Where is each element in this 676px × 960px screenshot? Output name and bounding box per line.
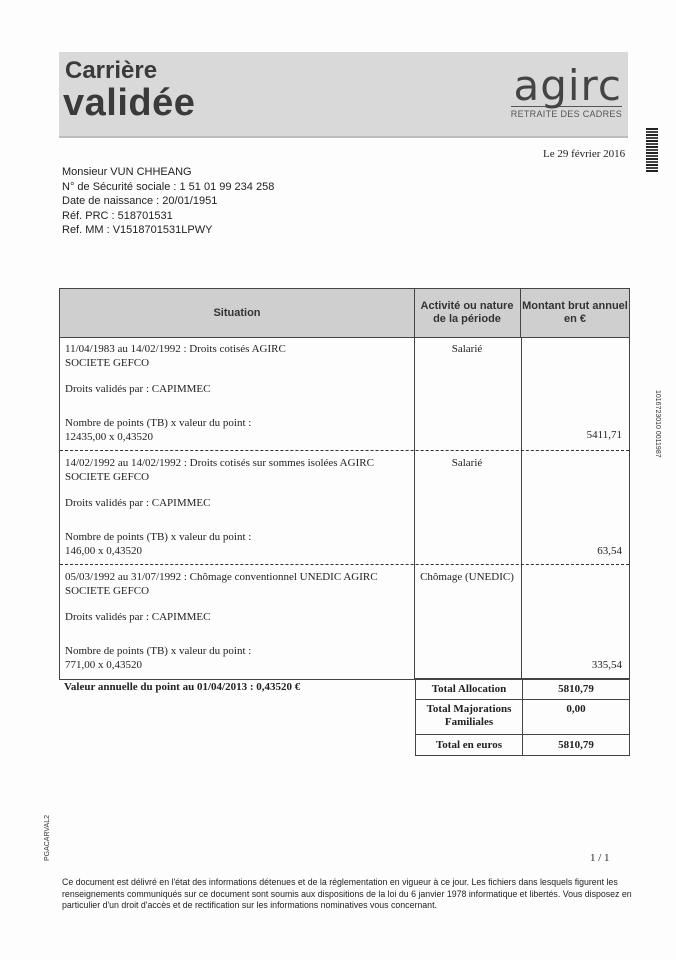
row-points-label: Nombre de points (TB) x valeur du point :: [65, 531, 252, 543]
row-points-value: 146,00 x 0,43520: [65, 545, 142, 557]
header-banner: [59, 52, 628, 138]
recipient-name: Monsieur VUN CHHEANG: [62, 166, 192, 178]
social-security-number: N° de Sécurité sociale : 1 51 01 99 234 258: [62, 180, 275, 193]
row-validated: Droits validés par : CAPIMMEC: [65, 383, 211, 395]
ref-prc: Réf. PRC : 518701531: [62, 209, 173, 222]
row-company: SOCIETE GEFCO: [65, 471, 150, 483]
total-euros-label: Total en euros: [416, 735, 523, 755]
row-points-label: Nombre de points (TB) x valeur du point :: [65, 417, 252, 429]
row-period: 14/02/1992 au 14/02/1992 : Droits cotisés sur sommes isolées AGIRC: [65, 457, 374, 469]
brand-name: agirc: [513, 61, 622, 110]
header-situation: Situation: [60, 289, 415, 337]
row-activity: Chômage (UNEDIC): [420, 571, 514, 583]
row-points-value: 771,00 x 0,43520: [65, 659, 142, 671]
title-line1: Carrière: [65, 57, 158, 84]
total-euros-value: 5810,79: [558, 739, 594, 751]
header-activity: Activité ou nature de la période: [414, 289, 521, 337]
birth-date: Date de naissance : 20/01/1951: [62, 195, 218, 208]
table-row: [60, 337, 629, 450]
table-row: [60, 565, 629, 678]
row-amount: 5411,71: [586, 429, 622, 441]
total-majorations-label: Total Majorations Familiales: [416, 698, 523, 734]
total-euros-row: [415, 734, 630, 756]
row-activity: Salarié: [451, 457, 483, 469]
table-header: [59, 288, 630, 338]
side-reference-code: 1016723010 0011987: [654, 390, 661, 458]
legal-footer: Ce document est délivré en l'état des informations détenues et de la réglementation en vigueur à ce jour. Les fichiers dans lesquels figurent les renseignements communiqués sur ce document sont soumis aux dispositions de la loi du 6 janvier 1978 informatique et libertés. Vous disposez en particulier d'un droit d'accès et de rectification sur les informations nominatives vous concernant.: [62, 877, 632, 910]
total-allocation-row: [415, 678, 630, 700]
title-line2: validée: [63, 82, 196, 124]
header-amount: Montant brut annuel en €: [522, 300, 628, 325]
brand-tagline: RETRAITE DES CADRES: [511, 106, 622, 119]
ref-mm: Ref. MM : V1518701531LPWY: [62, 224, 213, 237]
total-majorations-row: [415, 698, 630, 735]
total-majorations-value: 0,00: [566, 703, 586, 715]
row-points-label: Nombre de points (TB) x valeur du point :: [65, 645, 252, 657]
row-period: 05/03/1992 au 31/07/1992 : Chômage conventionnel UNEDIC AGIRC: [65, 571, 378, 583]
page-number: 1 / 1: [590, 852, 610, 864]
point-value-note: Valeur annuelle du point au 01/04/2013 : 0,43520 €: [64, 681, 301, 693]
row-validated: Droits validés par : CAPIMMEC: [65, 497, 211, 509]
recipient-block: [62, 165, 274, 238]
total-allocation-label: Total Allocation: [416, 679, 523, 699]
total-allocation-value: 5810,79: [558, 683, 594, 695]
row-points-value: 12435,00 x 0,43520: [65, 431, 153, 443]
brand-logo: [510, 61, 622, 119]
row-period: 11/04/1983 au 14/02/1992 : Droits cotisés AGIRC: [65, 343, 286, 355]
row-company: SOCIETE GEFCO: [65, 357, 150, 369]
row-activity: Salarié: [451, 343, 483, 355]
table-row: [60, 451, 629, 564]
row-amount: 335,54: [591, 659, 622, 671]
barcode-icon: [646, 128, 658, 172]
table-body: [59, 337, 630, 680]
row-validated: Droits validés par : CAPIMMEC: [65, 611, 211, 623]
side-form-code: PGACARVAL2: [44, 815, 51, 862]
row-amount: 63,54: [597, 545, 622, 557]
row-company: SOCIETE GEFCO: [65, 585, 150, 597]
document-date: Le 29 février 2016: [543, 148, 626, 160]
